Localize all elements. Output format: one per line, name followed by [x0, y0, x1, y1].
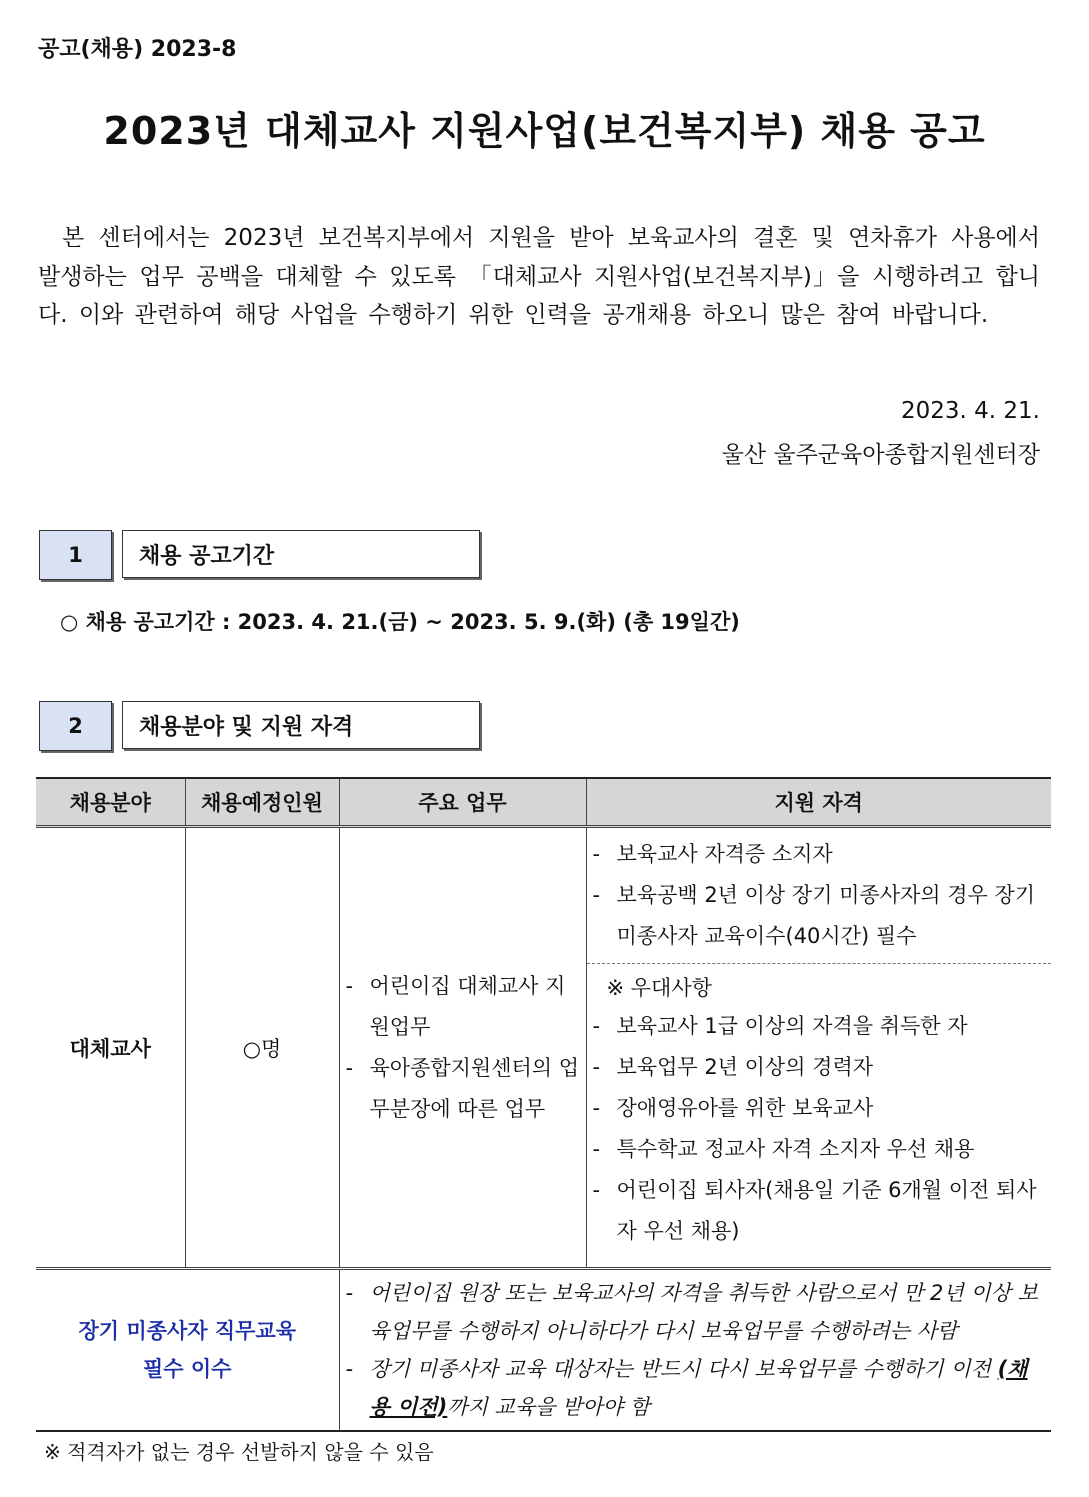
list-item: - 육아종합지원센터의 업무분장에 따른 업무 — [345, 1055, 580, 1121]
footnote: ※ 적격자가 없는 경우 선발하지 않을 수 있음 — [44, 1440, 434, 1464]
table-header-row — [36, 778, 1051, 827]
page-title: 2023년 대체교사 지원사업(보건복지부) 채용 공고 — [103, 109, 986, 153]
qualification-preferred — [587, 964, 1052, 1258]
header-field: 채용분야 — [36, 778, 185, 827]
list-item: - 어린이집 퇴사자(채용일 기준 6개월 이전 퇴사자 우선 채용) — [592, 1178, 1037, 1243]
list-item: - 어린이집 원장 또는 보육교사의 자격을 취득한 사람으로서 만 2년 이상 보육업무를 수행하지 아니하다가 다시 보육업무를 수행하려는 사람 — [345, 1281, 1038, 1343]
signer: 울산 울주군육아종합지원센터장 — [721, 442, 1040, 468]
section-2-number: 2 — [39, 701, 112, 751]
list-item: - 보육업무 2년 이상의 경력자 — [592, 1055, 874, 1079]
count-cell: ○명 — [185, 827, 339, 1269]
section-1-number: 1 — [39, 530, 112, 580]
document-number: 공고(채용) 2023-8 — [38, 37, 237, 62]
list-item: - 장애영유아를 위한 보육교사 — [592, 1096, 874, 1120]
list-item: - 어린이집 대체교사 지원업무 — [345, 973, 566, 1039]
list-item: - 특수학교 정교사 자격 소지자 우선 채용 — [592, 1137, 975, 1161]
education-label: 장기 미종사자 직무교육 필수 이수 — [36, 1269, 339, 1432]
recruitment-period: ○ 채용 공고기간 : 2023. 4. 21.(금) ~ 2023. 5. 9.(화) (총 19일간) — [60, 610, 740, 634]
section-2-title: 채용분야 및 지원 자격 — [122, 701, 480, 749]
header-qualification: 지원 자격 — [586, 778, 1051, 827]
emphasis-text: (채용 이전) — [369, 1357, 1028, 1419]
preferred-title: ※ 우대사항 — [606, 976, 712, 1000]
intro-text: 본 센터에서는 2023년 보건복지부에서 지원을 받아 보육교사의 결혼 및 연차휴가 사용에서 발생하는 업무 공백을 대체할 수 있도록 「대체교사 지원사업(보건복지부)」을 시행하려고 합니다. 이와 관련하여 해당 사업을 수행하기 위한 인력을 공개채용 하오니 많은 참여 바랍니다. — [38, 225, 1040, 328]
list-item: - 장기 미종사자 교육 대상자는 반드시 다시 보육업무를 수행하기 이전 (채용 이전)까지 교육을 받아야 함 — [345, 1357, 1028, 1419]
qualification-required — [587, 828, 1052, 964]
list-item: - 보육교사 자격증 소지자 — [592, 842, 833, 866]
section-1-title: 채용 공고기간 — [122, 530, 480, 578]
list-item: - 보육교사 1급 이상의 자격을 취득한 자 — [592, 1014, 968, 1038]
list-item: - 보육공백 2년 이상 장기 미종사자의 경우 장기 미종사자 교육이수(40시간) 필수 — [592, 883, 1036, 948]
intro-paragraph — [38, 219, 1040, 335]
education-note — [339, 1269, 1051, 1432]
announcement-date: 2023. 4. 21. — [901, 398, 1040, 424]
header-count: 채용예정인원 — [185, 778, 339, 827]
table-row — [36, 1269, 1051, 1432]
recruitment-table — [36, 777, 1051, 1432]
field-cell: 대체교사 — [36, 827, 185, 1269]
qualification-cell — [586, 827, 1051, 1269]
duty-cell — [339, 827, 586, 1269]
table-row — [36, 827, 1051, 1269]
header-duty: 주요 업무 — [339, 778, 586, 827]
